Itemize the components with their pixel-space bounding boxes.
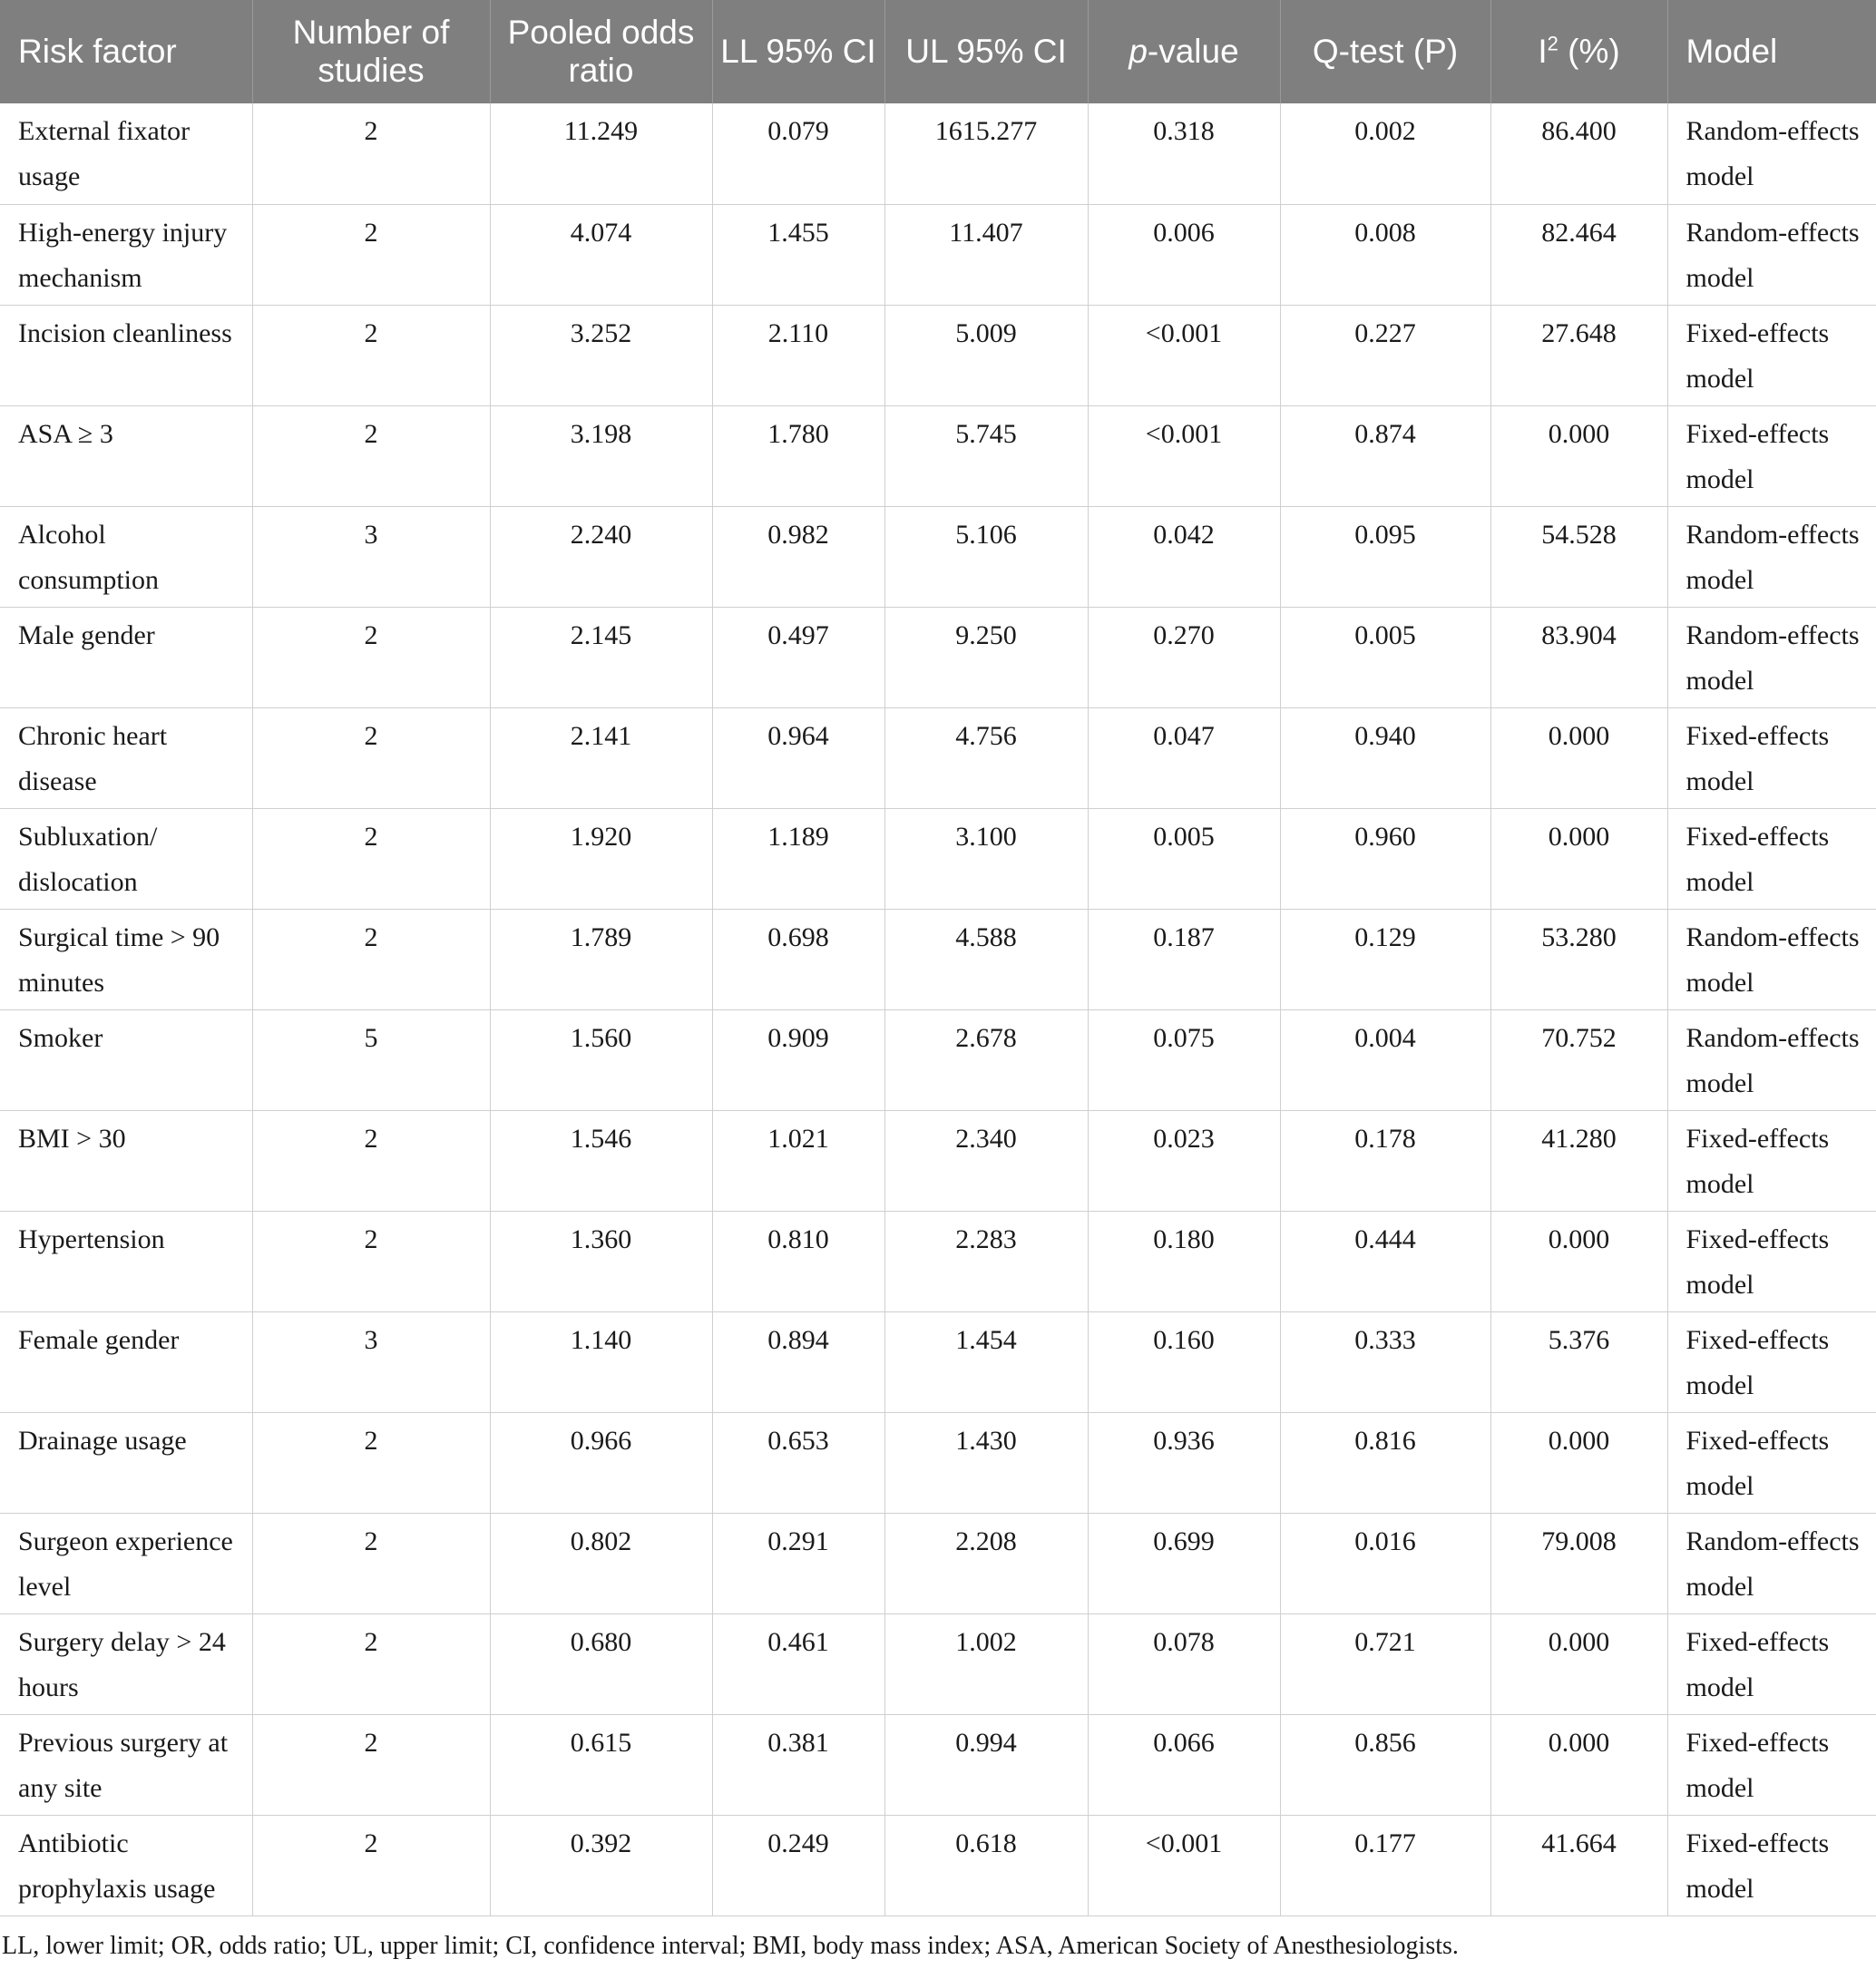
cell-risk-factor: Surgeon experience level (0, 1513, 252, 1613)
cell-ll-95-ci: 2.110 (712, 305, 884, 405)
table-row (0, 607, 1876, 707)
cell-ll-95-ci: 0.964 (712, 707, 884, 808)
header-number-of-studies: Number of studies (252, 0, 490, 103)
cell-number-of-studies: 2 (252, 1714, 490, 1815)
cell-model: Fixed-effects model (1667, 1110, 1876, 1211)
cell-number-of-studies: 2 (252, 305, 490, 405)
cell-ll-95-ci: 0.079 (712, 103, 884, 204)
cell-number-of-studies: 2 (252, 607, 490, 707)
cell-ll-95-ci: 0.982 (712, 506, 884, 607)
cell-pooled-odds-ratio: 11.249 (490, 103, 712, 204)
cell-q-test: 0.008 (1280, 204, 1490, 305)
cell-p-value: 0.047 (1088, 707, 1280, 808)
cell-i2: 5.376 (1490, 1311, 1667, 1412)
cell-ul-95-ci: 5.745 (884, 405, 1088, 506)
cell-number-of-studies: 5 (252, 1009, 490, 1110)
cell-risk-factor: Previous surgery at any site (0, 1714, 252, 1815)
cell-q-test: 0.095 (1280, 506, 1490, 607)
cell-pooled-odds-ratio: 3.252 (490, 305, 712, 405)
header-ul-95-ci: UL 95% CI (884, 0, 1088, 103)
cell-model: Fixed-effects model (1667, 305, 1876, 405)
cell-ll-95-ci: 1.780 (712, 405, 884, 506)
cell-ul-95-ci: 2.208 (884, 1513, 1088, 1613)
cell-number-of-studies: 2 (252, 1110, 490, 1211)
cell-risk-factor: Antibiotic prophylaxis usage (0, 1815, 252, 1915)
cell-ll-95-ci: 0.249 (712, 1815, 884, 1915)
cell-pooled-odds-ratio: 3.198 (490, 405, 712, 506)
cell-p-value: 0.180 (1088, 1211, 1280, 1311)
header-i2-suffix: (%) (1558, 33, 1620, 70)
table-row (0, 204, 1876, 305)
cell-ul-95-ci: 0.994 (884, 1714, 1088, 1815)
cell-risk-factor: Chronic heart disease (0, 707, 252, 808)
cell-risk-factor: External fixator usage (0, 103, 252, 204)
cell-risk-factor: Alcohol consumption (0, 506, 252, 607)
cell-q-test: 0.177 (1280, 1815, 1490, 1915)
cell-ll-95-ci: 0.381 (712, 1714, 884, 1815)
cell-q-test: 0.016 (1280, 1513, 1490, 1613)
header-i2-sup: 2 (1547, 32, 1558, 55)
cell-ul-95-ci: 4.756 (884, 707, 1088, 808)
cell-ul-95-ci: 0.618 (884, 1815, 1088, 1915)
header-model: Model (1667, 0, 1876, 103)
cell-q-test: 0.856 (1280, 1714, 1490, 1815)
cell-model: Random-effects model (1667, 204, 1876, 305)
table-row (0, 1211, 1876, 1311)
cell-ul-95-ci: 1.454 (884, 1311, 1088, 1412)
cell-risk-factor: Incision cleanliness (0, 305, 252, 405)
cell-p-value: 0.270 (1088, 607, 1280, 707)
cell-pooled-odds-ratio: 2.240 (490, 506, 712, 607)
cell-model: Random-effects model (1667, 506, 1876, 607)
cell-ul-95-ci: 1.002 (884, 1613, 1088, 1714)
cell-pooled-odds-ratio: 1.360 (490, 1211, 712, 1311)
cell-risk-factor: Hypertension (0, 1211, 252, 1311)
cell-model: Random-effects model (1667, 1009, 1876, 1110)
table-row (0, 1311, 1876, 1412)
cell-number-of-studies: 2 (252, 909, 490, 1009)
cell-i2: 0.000 (1490, 1412, 1667, 1513)
header-p-value-suffix: -value (1147, 33, 1239, 70)
cell-pooled-odds-ratio: 0.392 (490, 1815, 712, 1915)
cell-pooled-odds-ratio: 1.140 (490, 1311, 712, 1412)
cell-i2: 0.000 (1490, 1613, 1667, 1714)
cell-q-test: 0.721 (1280, 1613, 1490, 1714)
cell-pooled-odds-ratio: 1.920 (490, 808, 712, 909)
cell-risk-factor: ASA ≥ 3 (0, 405, 252, 506)
cell-pooled-odds-ratio: 0.680 (490, 1613, 712, 1714)
cell-p-value: 0.936 (1088, 1412, 1280, 1513)
cell-pooled-odds-ratio: 2.145 (490, 607, 712, 707)
cell-ul-95-ci: 5.009 (884, 305, 1088, 405)
cell-pooled-odds-ratio: 0.802 (490, 1513, 712, 1613)
cell-number-of-studies: 2 (252, 1412, 490, 1513)
cell-risk-factor: Male gender (0, 607, 252, 707)
cell-model: Random-effects model (1667, 1513, 1876, 1613)
cell-p-value: 0.075 (1088, 1009, 1280, 1110)
table-row (0, 1815, 1876, 1915)
cell-number-of-studies: 2 (252, 808, 490, 909)
cell-model: Fixed-effects model (1667, 707, 1876, 808)
table-row (0, 1009, 1876, 1110)
cell-pooled-odds-ratio: 0.966 (490, 1412, 712, 1513)
cell-model: Fixed-effects model (1667, 405, 1876, 506)
cell-p-value: 0.042 (1088, 506, 1280, 607)
cell-risk-factor: BMI > 30 (0, 1110, 252, 1211)
cell-pooled-odds-ratio: 4.074 (490, 204, 712, 305)
cell-number-of-studies: 2 (252, 1513, 490, 1613)
cell-ul-95-ci: 3.100 (884, 808, 1088, 909)
cell-i2: 0.000 (1490, 707, 1667, 808)
cell-ll-95-ci: 0.909 (712, 1009, 884, 1110)
table-row (0, 103, 1876, 204)
table-row (0, 1412, 1876, 1513)
cell-risk-factor: Smoker (0, 1009, 252, 1110)
cell-ll-95-ci: 0.291 (712, 1513, 884, 1613)
cell-p-value: <0.001 (1088, 305, 1280, 405)
cell-q-test: 0.002 (1280, 103, 1490, 204)
cell-p-value: 0.078 (1088, 1613, 1280, 1714)
table-footnote: LL, lower limit; OR, odds ratio; UL, upper limit; CI, confidence interval; BMI, body mass index; ASA, American Society of Anesthesiologists. (2, 1932, 1459, 1960)
cell-ll-95-ci: 0.653 (712, 1412, 884, 1513)
cell-pooled-odds-ratio: 1.560 (490, 1009, 712, 1110)
cell-p-value: 0.160 (1088, 1311, 1280, 1412)
cell-model: Fixed-effects model (1667, 1211, 1876, 1311)
header-risk-factor: Risk factor (0, 0, 252, 103)
header-i2-base: I (1538, 33, 1548, 70)
cell-q-test: 0.004 (1280, 1009, 1490, 1110)
table-row (0, 909, 1876, 1009)
cell-i2: 70.752 (1490, 1009, 1667, 1110)
cell-q-test: 0.940 (1280, 707, 1490, 808)
cell-q-test: 0.816 (1280, 1412, 1490, 1513)
cell-ul-95-ci: 11.407 (884, 204, 1088, 305)
cell-i2: 54.528 (1490, 506, 1667, 607)
cell-pooled-odds-ratio: 1.789 (490, 909, 712, 1009)
header-row (0, 0, 1876, 103)
cell-risk-factor: Subluxation/ dislocation (0, 808, 252, 909)
cell-ul-95-ci: 1615.277 (884, 103, 1088, 204)
cell-p-value: 0.318 (1088, 103, 1280, 204)
cell-risk-factor: Female gender (0, 1311, 252, 1412)
cell-p-value: 0.066 (1088, 1714, 1280, 1815)
cell-ul-95-ci: 5.106 (884, 506, 1088, 607)
cell-model: Fixed-effects model (1667, 1311, 1876, 1412)
cell-i2: 82.464 (1490, 204, 1667, 305)
cell-p-value: 0.005 (1088, 808, 1280, 909)
cell-ll-95-ci: 0.461 (712, 1613, 884, 1714)
cell-risk-factor: Drainage usage (0, 1412, 252, 1513)
cell-ul-95-ci: 4.588 (884, 909, 1088, 1009)
table-row (0, 305, 1876, 405)
cell-number-of-studies: 2 (252, 707, 490, 808)
table-row (0, 707, 1876, 808)
cell-i2: 41.664 (1490, 1815, 1667, 1915)
cell-model: Fixed-effects model (1667, 1815, 1876, 1915)
table-row (0, 808, 1876, 909)
table-row (0, 1110, 1876, 1211)
cell-q-test: 0.129 (1280, 909, 1490, 1009)
cell-model: Fixed-effects model (1667, 1412, 1876, 1513)
cell-ll-95-ci: 0.497 (712, 607, 884, 707)
cell-ul-95-ci: 2.678 (884, 1009, 1088, 1110)
cell-i2: 41.280 (1490, 1110, 1667, 1211)
cell-risk-factor: High-energy injury mechanism (0, 204, 252, 305)
cell-i2: 0.000 (1490, 1714, 1667, 1815)
cell-ll-95-ci: 1.021 (712, 1110, 884, 1211)
cell-number-of-studies: 2 (252, 204, 490, 305)
cell-ul-95-ci: 2.340 (884, 1110, 1088, 1211)
table-body (0, 103, 1876, 1915)
header-pooled-odds-ratio: Pooled odds ratio (490, 0, 712, 103)
table-row (0, 1714, 1876, 1815)
cell-p-value: <0.001 (1088, 405, 1280, 506)
table-row (0, 405, 1876, 506)
cell-number-of-studies: 2 (252, 405, 490, 506)
header-i2 (1490, 0, 1667, 103)
table-row (0, 1513, 1876, 1613)
cell-model: Fixed-effects model (1667, 1613, 1876, 1714)
cell-i2: 0.000 (1490, 1211, 1667, 1311)
cell-ll-95-ci: 1.455 (712, 204, 884, 305)
header-ll-95-ci: LL 95% CI (712, 0, 884, 103)
cell-model: Random-effects model (1667, 909, 1876, 1009)
cell-model: Fixed-effects model (1667, 808, 1876, 909)
cell-model: Random-effects model (1667, 607, 1876, 707)
cell-number-of-studies: 2 (252, 1613, 490, 1714)
cell-ll-95-ci: 0.894 (712, 1311, 884, 1412)
cell-number-of-studies: 3 (252, 506, 490, 607)
header-q-test: Q-test (P) (1280, 0, 1490, 103)
cell-i2: 86.400 (1490, 103, 1667, 204)
cell-i2: 79.008 (1490, 1513, 1667, 1613)
header-p-value-italic: p (1129, 33, 1148, 70)
cell-p-value: 0.023 (1088, 1110, 1280, 1211)
cell-q-test: 0.005 (1280, 607, 1490, 707)
cell-q-test: 0.333 (1280, 1311, 1490, 1412)
cell-ul-95-ci: 1.430 (884, 1412, 1088, 1513)
cell-i2: 83.904 (1490, 607, 1667, 707)
cell-number-of-studies: 2 (252, 1815, 490, 1915)
cell-model: Fixed-effects model (1667, 1714, 1876, 1815)
header-p-value (1088, 0, 1280, 103)
cell-number-of-studies: 2 (252, 103, 490, 204)
cell-risk-factor: Surgery delay > 24 hours (0, 1613, 252, 1714)
cell-i2: 27.648 (1490, 305, 1667, 405)
cell-p-value: <0.001 (1088, 1815, 1280, 1915)
cell-i2: 0.000 (1490, 405, 1667, 506)
cell-ul-95-ci: 2.283 (884, 1211, 1088, 1311)
cell-pooled-odds-ratio: 0.615 (490, 1714, 712, 1815)
cell-p-value: 0.699 (1088, 1513, 1280, 1613)
cell-ll-95-ci: 1.189 (712, 808, 884, 909)
cell-i2: 53.280 (1490, 909, 1667, 1009)
cell-ll-95-ci: 0.698 (712, 909, 884, 1009)
cell-pooled-odds-ratio: 2.141 (490, 707, 712, 808)
cell-ul-95-ci: 9.250 (884, 607, 1088, 707)
cell-number-of-studies: 3 (252, 1311, 490, 1412)
cell-model: Random-effects model (1667, 103, 1876, 204)
cell-p-value: 0.006 (1088, 204, 1280, 305)
cell-risk-factor: Surgical time > 90 minutes (0, 909, 252, 1009)
cell-q-test: 0.874 (1280, 405, 1490, 506)
cell-q-test: 0.178 (1280, 1110, 1490, 1211)
cell-i2: 0.000 (1490, 808, 1667, 909)
cell-q-test: 0.444 (1280, 1211, 1490, 1311)
cell-pooled-odds-ratio: 1.546 (490, 1110, 712, 1211)
table-row (0, 506, 1876, 607)
cell-p-value: 0.187 (1088, 909, 1280, 1009)
cell-ll-95-ci: 0.810 (712, 1211, 884, 1311)
cell-q-test: 0.960 (1280, 808, 1490, 909)
cell-q-test: 0.227 (1280, 305, 1490, 405)
cell-number-of-studies: 2 (252, 1211, 490, 1311)
table-row (0, 1613, 1876, 1714)
